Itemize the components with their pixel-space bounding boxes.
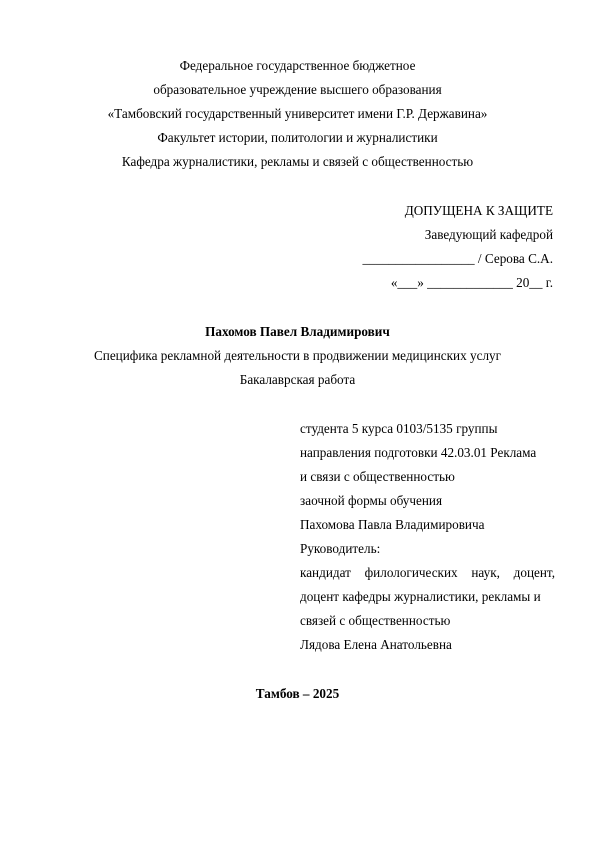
supervisor-name: Лядова Елена Анатольевна [300, 637, 452, 652]
supervisor-position-2: связей с общественностью [300, 613, 451, 628]
city-year: Тамбов – 2025 [255, 686, 340, 701]
student-direction-2: и связи с общественностью [300, 469, 455, 484]
supervisor-label: Руководитель: [300, 541, 381, 556]
approval-signature: _________________ / Серова С.А. [362, 251, 553, 266]
student-name: Пахомова Павла Владимировича [300, 517, 485, 532]
author-name: Пахомов Павел Владимирович [205, 324, 390, 339]
supervisor-position-1: доцент кафедры журналистики, рекламы и [300, 589, 541, 604]
student-form: заочной формы обучения [300, 493, 443, 508]
institution-line-2: образовательное учреждение высшего образования [153, 82, 442, 97]
work-type: Бакалаврская работа [239, 372, 356, 387]
supervisor-degree: кандидат филологических наук, доцент, [300, 565, 555, 580]
approval-status: ДОПУЩЕНА К ЗАЩИТЕ [404, 203, 553, 218]
approval-date: «___» _____________ 20__ г. [390, 275, 553, 290]
work-title: Специфика рекламной деятельности в продвижении медицинских услуг [93, 348, 502, 363]
student-course: студента 5 курса 0103/5135 группы [300, 421, 498, 436]
approval-role: Заведующий кафедрой [424, 227, 553, 242]
department-line: Кафедра журналистики, рекламы и связей с общественностью [121, 154, 474, 169]
institution-line-3: «Тамбовский государственный университет имени Г.Р. Державина» [107, 106, 488, 121]
student-direction-1: направления подготовки 42.03.01 Реклама [300, 445, 537, 460]
faculty-line: Факультет истории, политологии и журналистики [157, 130, 438, 145]
institution-line-1: Федеральное государственное бюджетное [179, 58, 416, 73]
